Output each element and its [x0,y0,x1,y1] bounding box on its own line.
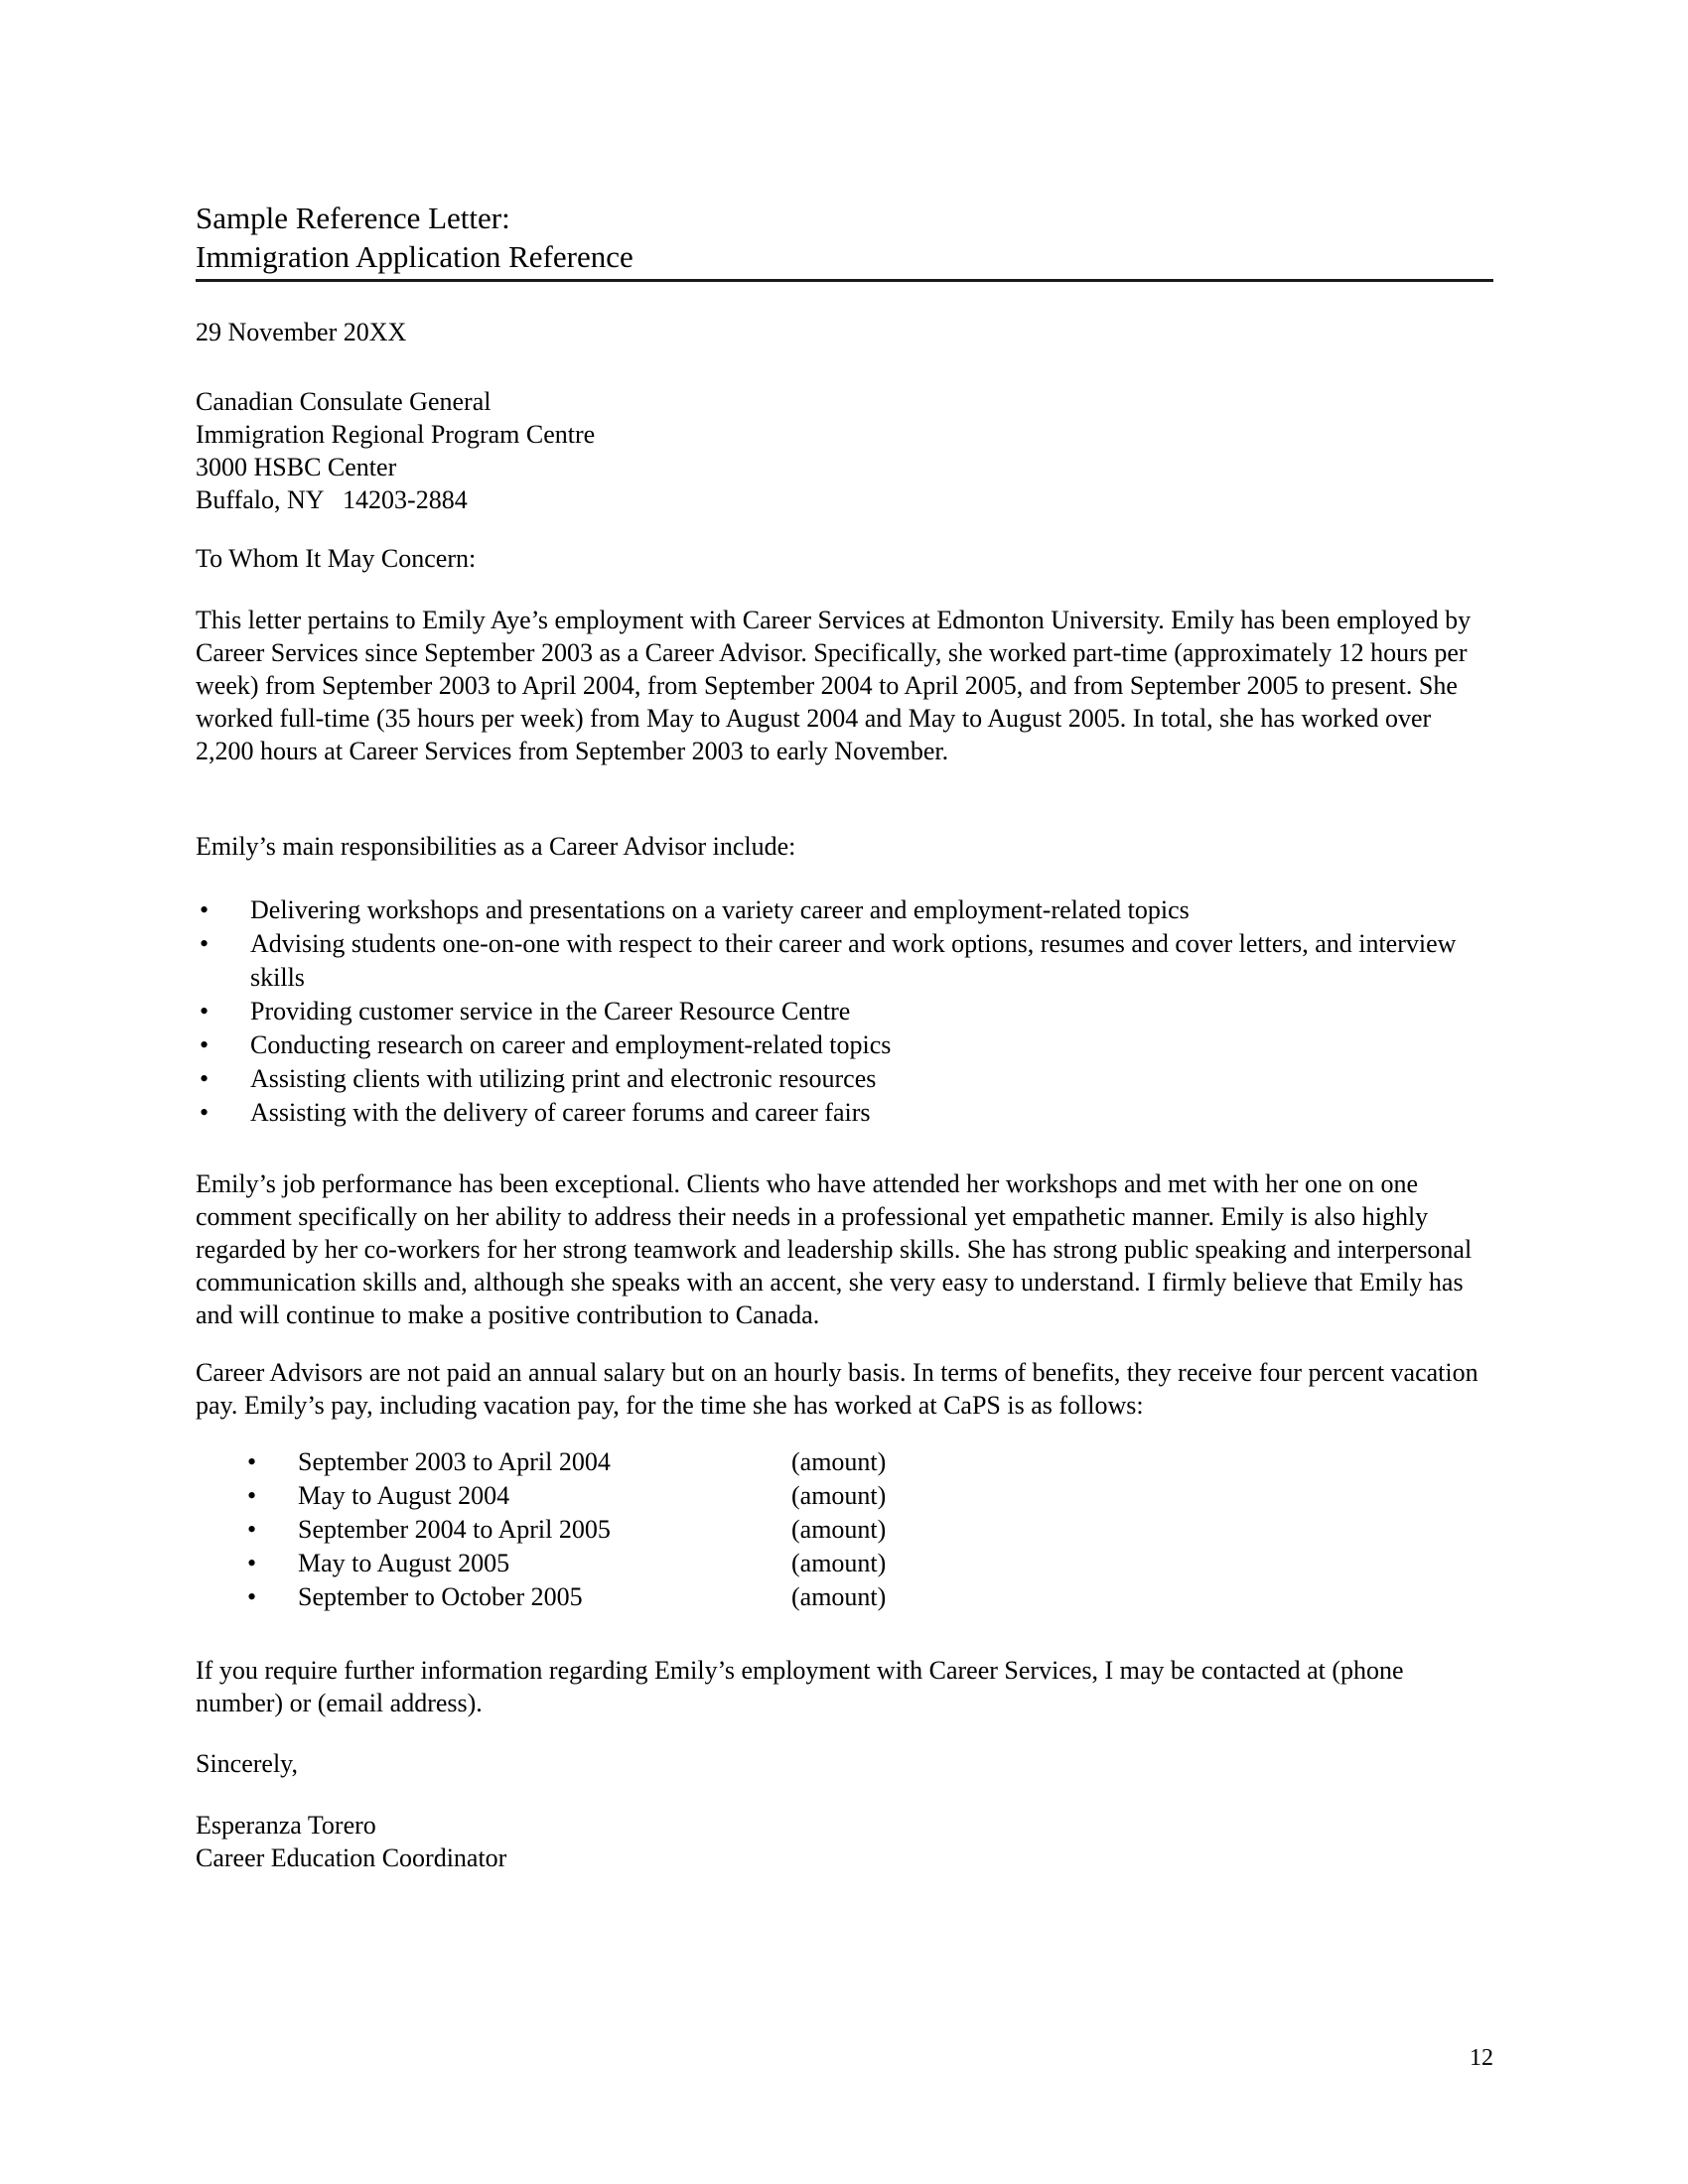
pay-list-item [196,1513,1493,1547]
letter-heading [196,199,1493,282]
pay-period: September 2003 to April 2004 [298,1447,611,1476]
pay-period: September 2004 to April 2005 [298,1515,611,1544]
heading-line-1: Sample Reference Letter: [196,201,510,235]
pay-list-item [196,1479,1493,1513]
pay-list-item [196,1580,1493,1614]
contact-paragraph: If you require further information regarding Emily’s employment with Career Services, I may be contacted at (phone number) or (email address). [196,1656,1404,1717]
pay-amount: (amount) [791,1481,887,1510]
responsibility-item: • Conducting research on career and employment-related topics [196,1028,1493,1062]
heading-line-2: Immigration Application Reference [196,239,633,274]
address-line: Immigration Regional Program Centre [196,420,596,449]
performance-paragraph: Emily’s job performance has been exceptional. Clients who have attended her workshops and met with her one on one comment specifically on her ability to address their needs in a professional yet empathetic manner. Emily is also highly regarded by her co-workers for her strong teamwork and leadership skills. She has strong public speaking and interpersonal communication skills and, although she speaks with an accent, she very easy to understand. I firmly believe that Emily has and will continue to make a positive contribution to Canada. [196,1169,1473,1329]
pay-period: September to October 2005 [298,1582,583,1611]
intro-paragraph: This letter pertains to Emily Aye’s employment with Career Services at Edmonton University. Emily has been employed by Career Services since September 2003 as a Career Advisor. Specifically, she worked part-time (approximately 12 hours per week) from September 2003 to April 2004, from September 2004 to April 2005, and from September 2005 to present. She worked full-time (35 hours per week) from May to August 2004 and May to August 2005. In total, she has worked over 2,200 hours at Career Services from September 2003 to early November. [196,606,1472,765]
pay-amount: (amount) [791,1582,887,1611]
signoff: Sincerely, [196,1749,298,1778]
pay-amount: (amount) [791,1549,887,1577]
date-line: 29 November 20XX [196,318,407,346]
responsibilities-intro: Emily’s main responsibilities as a Career Advisor include: [196,832,796,861]
signature-title: Career Education Coordinator [196,1843,507,1872]
responsibility-item: • Assisting with the delivery of career forums and career fairs [196,1096,1493,1130]
pay-list-item [196,1547,1493,1580]
signature-block [196,1809,1493,1874]
pay-list-item [196,1445,1493,1479]
responsibility-item: • Providing customer service in the Career Resource Centre [196,995,1493,1028]
pay-amount: (amount) [791,1515,887,1544]
salutation: To Whom It May Concern: [196,544,477,573]
pay-period: May to August 2004 [298,1481,510,1510]
signature-name: Esperanza Torero [196,1811,376,1840]
page-number: 12 [1470,2045,1493,2071]
responsibility-item: • Delivering workshops and presentations on a variety career and employment-related topics [196,893,1493,927]
responsibility-item: • Assisting clients with utilizing print and electronic resources [196,1062,1493,1096]
recipient-address [196,385,1493,516]
pay-amount: (amount) [791,1447,887,1476]
pay-list [196,1445,1493,1614]
address-line: Buffalo, NY 14203-2884 [196,485,468,514]
address-line: 3000 HSBC Center [196,453,397,481]
responsibilities-list [196,893,1493,1130]
responsibility-item: • Advising students one-on-one with respect to their career and work options, resumes and cover letters, and interview skills [196,927,1493,995]
pay-paragraph: Career Advisors are not paid an annual salary but on an hourly basis. In terms of benefits, they receive four percent vacation pay. Emily’s pay, including vacation pay, for the time she has worked at CaPS is as follows: [196,1358,1478,1420]
pay-period: May to August 2005 [298,1549,510,1577]
address-line: Canadian Consulate General [196,387,492,416]
